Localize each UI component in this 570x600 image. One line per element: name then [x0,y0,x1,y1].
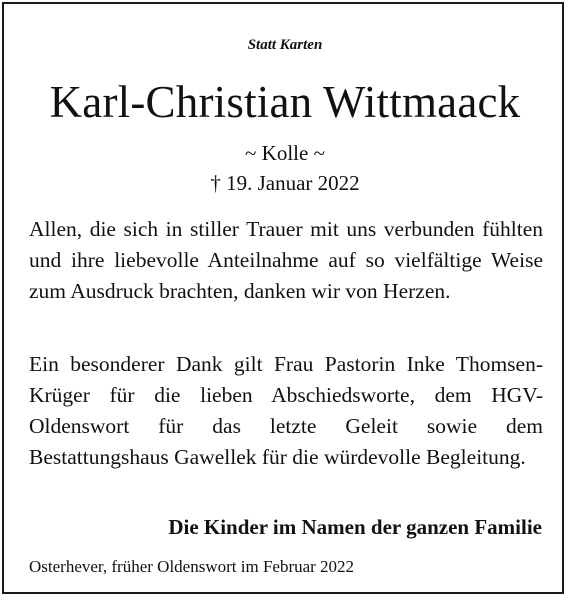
deceased-name: Karl-Christian Wittmaack [49,77,521,127]
death-date: † 19. Januar 2022 [210,171,360,195]
family-signature: Die Kinder im Namen der ganzen Familie [168,515,542,539]
nickname: ~ Kolle ~ [245,141,325,165]
place-and-date: Osterhever, früher Oldenswort im Februar 2022 [29,557,355,576]
special-thanks-paragraph: Ein besonderer Dank gilt Frau Pastorin Inke Thomsen-Krüger für die lieben Abschiedsworte, dem HGV-Oldenswort für das letzte Geleit sowie dem Bestattungshaus Gawellek für die würdevolle Begleitung. [29,352,543,469]
thanks-paragraph: Allen, die sich in stiller Trauer mit uns verbunden fühlten und ihre liebevolle Anteilnahme auf so vielfältige Weise zum Ausdruck brachten, danken wir von Herzen. [29,217,543,303]
header-note: Statt Karten [247,37,323,53]
